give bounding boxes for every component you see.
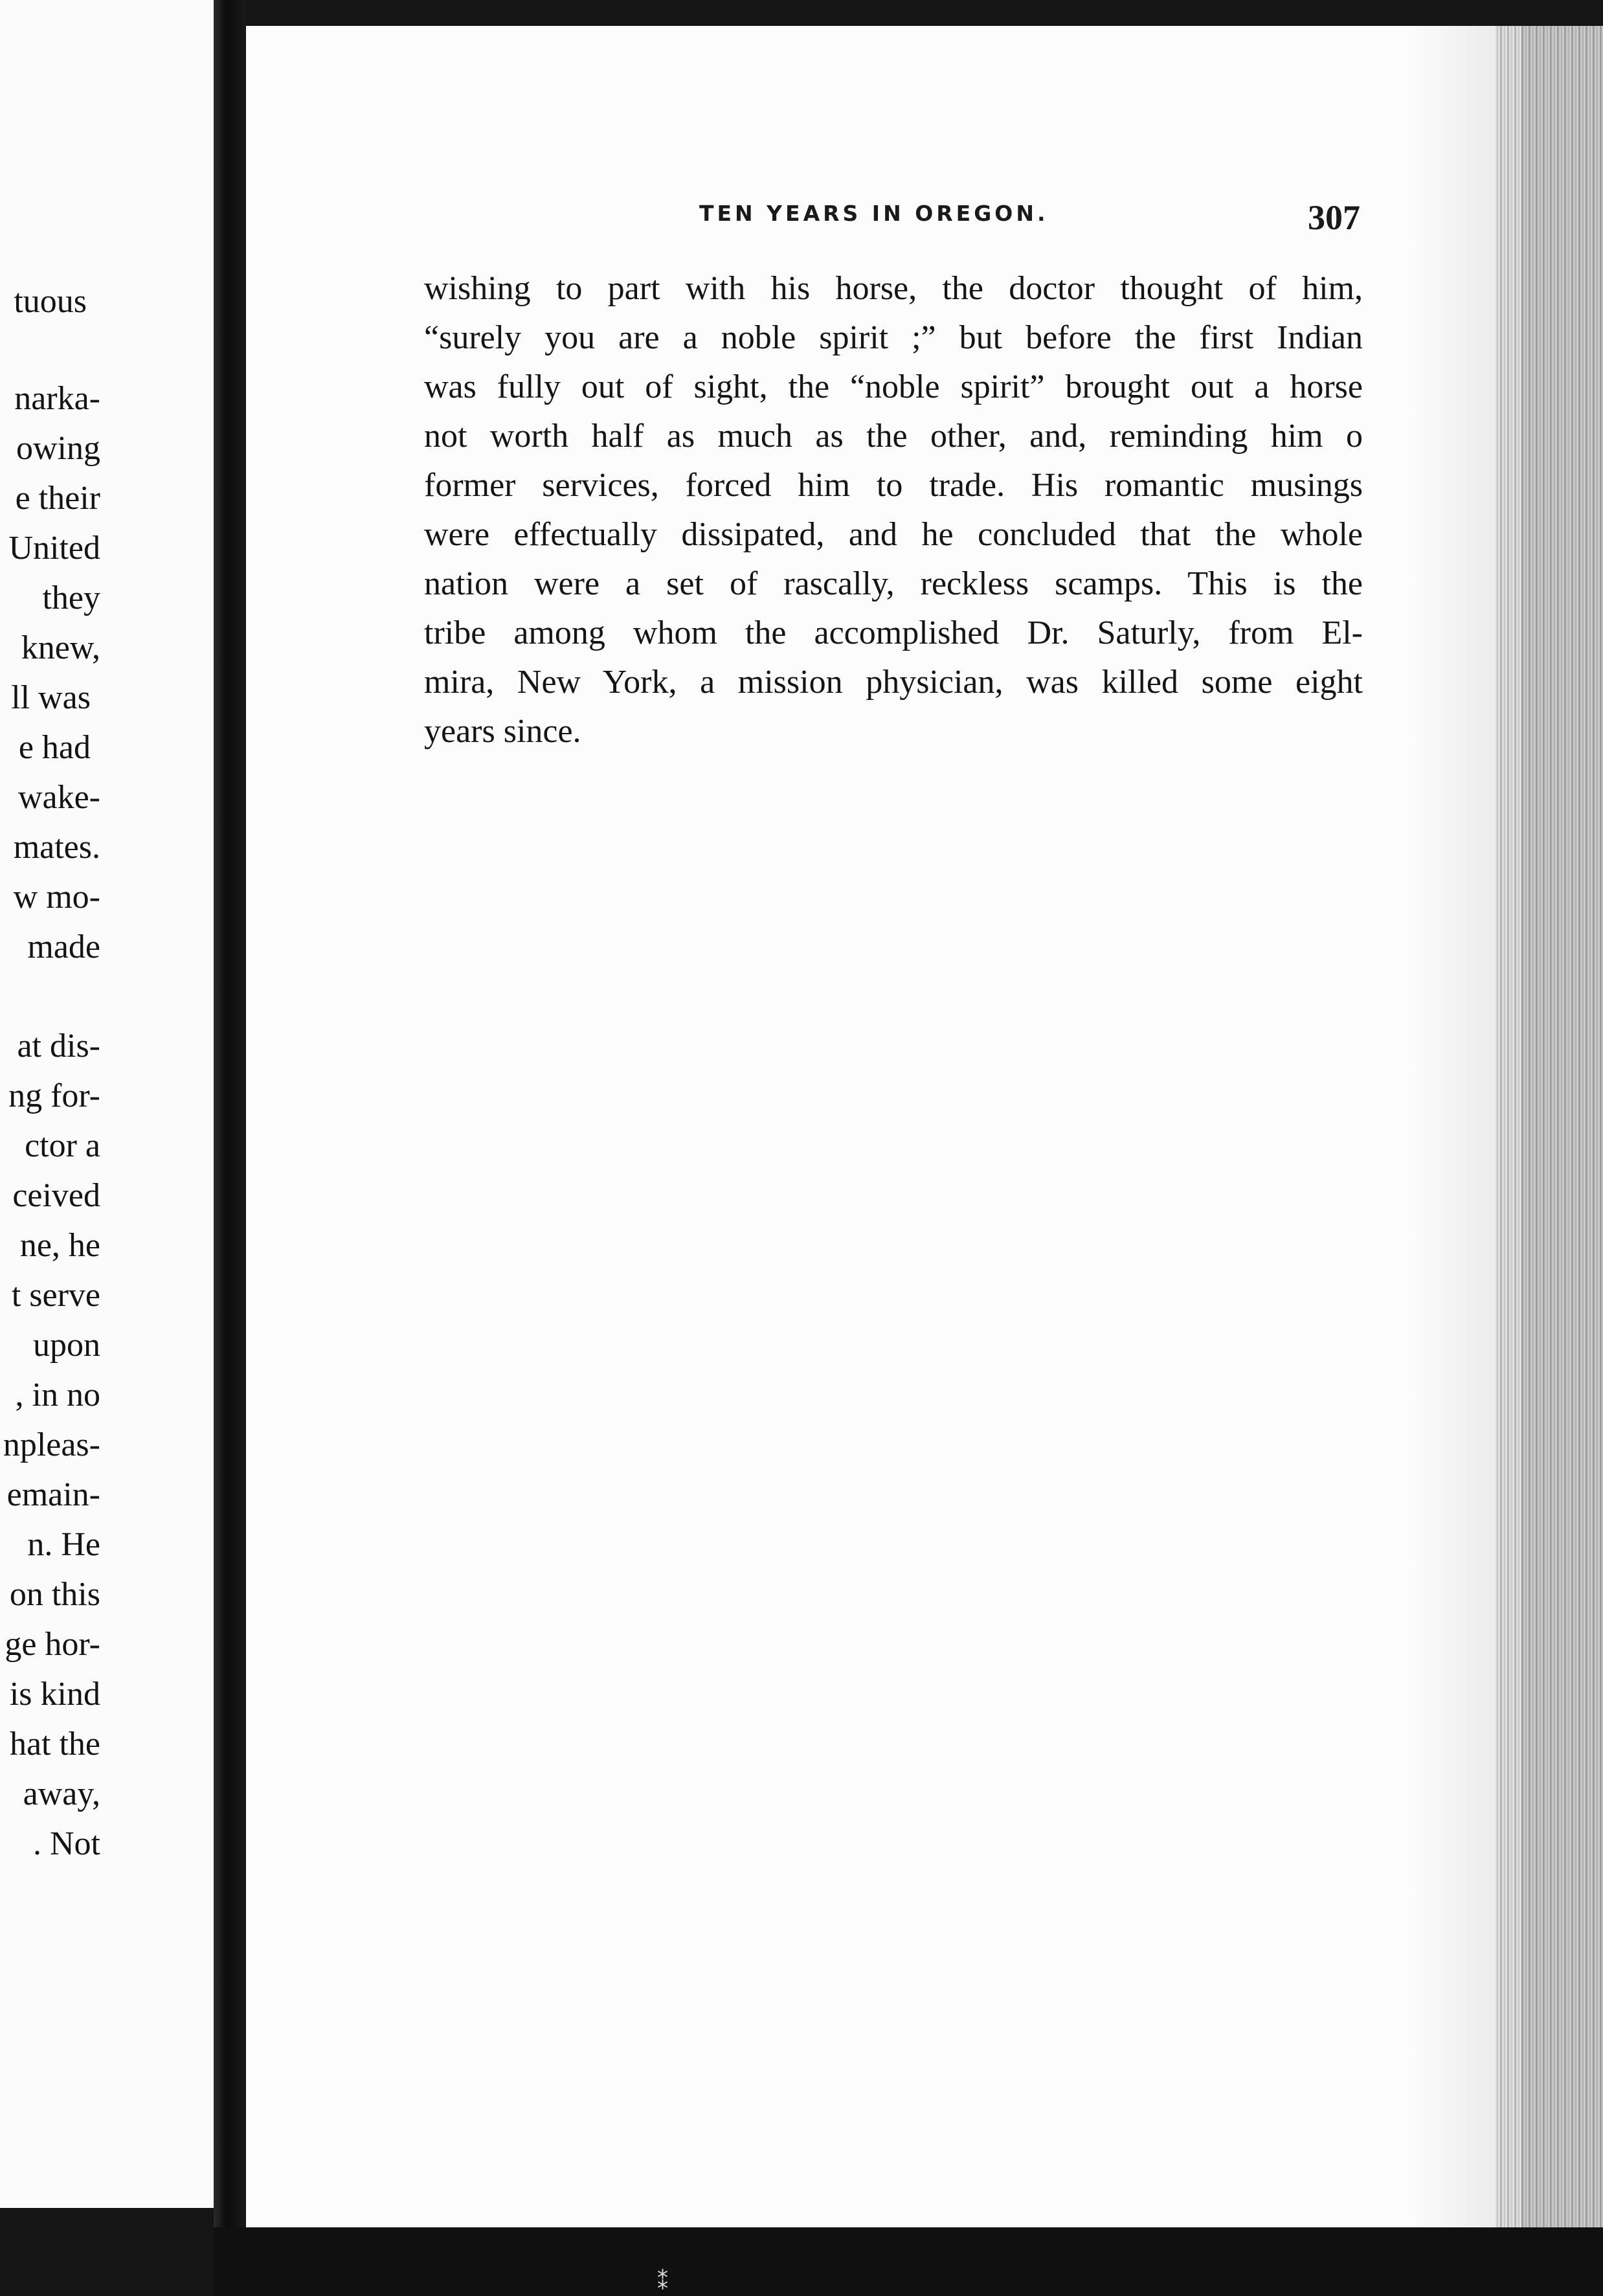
previous-page-line: hat the — [9, 1726, 100, 1762]
previous-page-line: owing — [16, 430, 100, 467]
previous-page-line: away, — [23, 1775, 100, 1812]
previous-page-line: made — [27, 929, 100, 965]
previous-page-line: is kind — [9, 1676, 100, 1713]
previous-page-line: ll was — [11, 679, 91, 716]
previous-page-line: mates. — [13, 829, 100, 866]
previous-page-line: e had — [18, 729, 91, 766]
previous-page-line: w mo- — [13, 879, 100, 916]
body-text-line: mira, New York, a mission physician, was killed some eight — [424, 664, 1363, 701]
previous-page-line: , in no — [15, 1377, 100, 1413]
body-text-line: nation were a set of rascally, reckless scamps. This is the — [424, 565, 1363, 602]
previous-page-line: knew, — [21, 629, 100, 666]
previous-page-line: at dis- — [17, 1028, 100, 1064]
page-number: 307 — [1308, 198, 1360, 237]
previous-page-line: emain- — [6, 1476, 100, 1513]
body-text-line: years since. — [424, 713, 581, 750]
previous-page-line: narka- — [14, 380, 100, 417]
previous-page — [0, 0, 214, 2208]
body-text-line: former services, forced him to trade. His romantic musings — [424, 467, 1363, 504]
body-text-line: “surely you are a noble spirit ;” but before the first Indian — [424, 319, 1363, 356]
previous-page-line: they — [42, 580, 100, 616]
previous-page-line: ne, he — [19, 1227, 100, 1264]
previous-page-line: . Not — [33, 1825, 100, 1862]
scan-bottom-border — [214, 2227, 1603, 2296]
previous-page-line: ng for- — [8, 1077, 100, 1114]
previous-page-line: npleas- — [3, 1426, 100, 1463]
body-text-line: tribe among whom the accomplished Dr. Saturly, from El- — [424, 614, 1363, 651]
page-edges — [1496, 26, 1603, 2240]
page-edge-shadow — [1411, 26, 1502, 2227]
previous-page-line: n. He — [27, 1526, 100, 1563]
binding-mark: ⁑ — [657, 2269, 668, 2295]
previous-page-line: wake- — [17, 779, 100, 816]
previous-page-line: e their — [15, 480, 100, 517]
previous-page-line: ge hor- — [5, 1626, 100, 1663]
previous-page-line: upon — [33, 1327, 100, 1364]
previous-page-line: ceived — [12, 1177, 100, 1214]
body-text-line: was fully out of sight, the “noble spirit” brought out a horse — [424, 368, 1363, 405]
running-head: TEN YEARS IN OREGON. — [699, 201, 1049, 226]
body-text-line: not worth half as much as the other, and, reminding him o — [424, 418, 1363, 455]
body-text-line: wishing to part with his horse, the doctor thought of him, — [424, 270, 1363, 307]
previous-page-line: on this — [9, 1576, 100, 1613]
body-text-line: were effectually dissipated, and he concluded that the whole — [424, 516, 1363, 553]
previous-page-line: ctor a — [25, 1127, 100, 1164]
page-gutter — [214, 0, 246, 2296]
previous-page-line: tuous — [14, 283, 87, 320]
previous-page-line: t serve — [11, 1277, 100, 1314]
previous-page-line: United — [8, 530, 100, 567]
current-page — [246, 26, 1521, 2227]
